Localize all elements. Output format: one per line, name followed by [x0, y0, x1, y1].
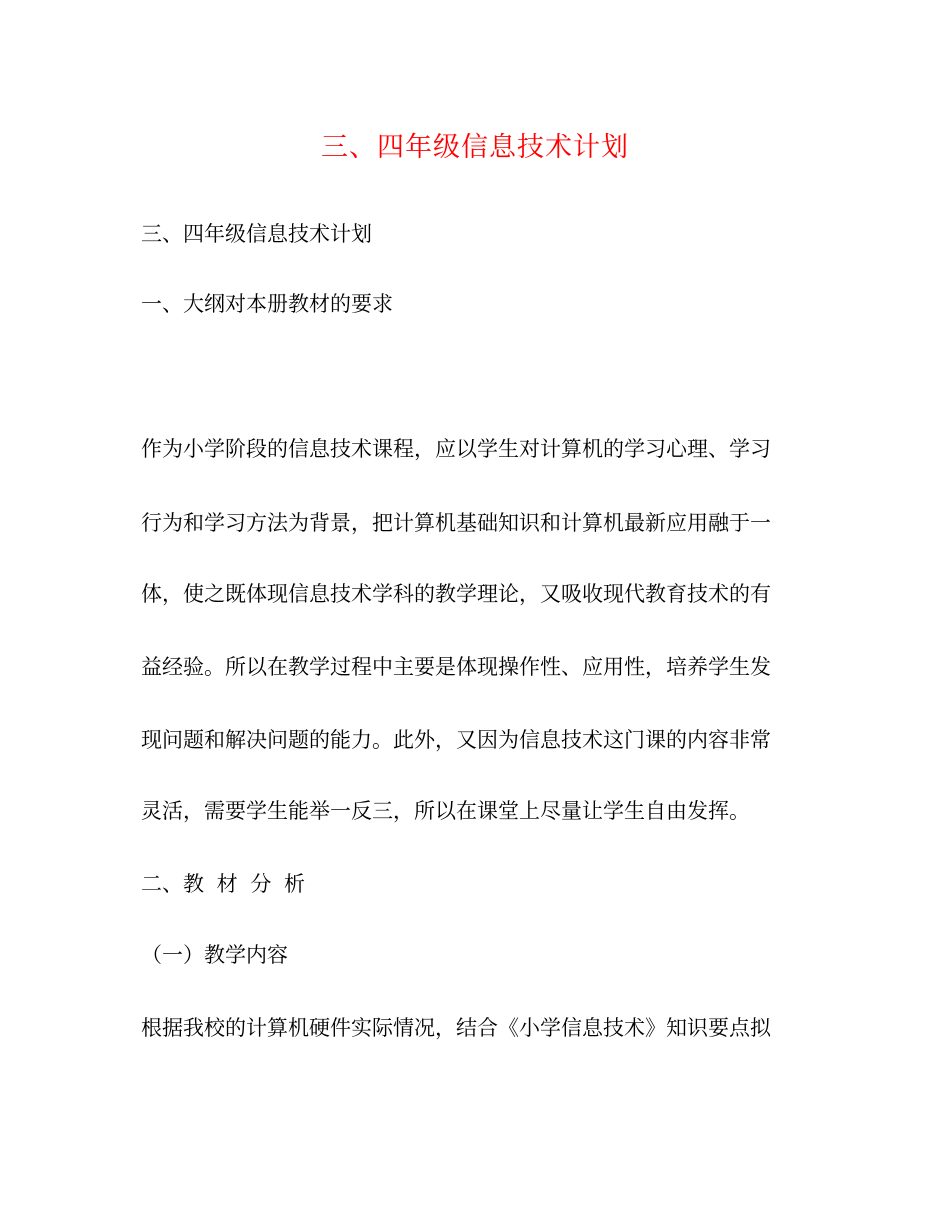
paragraph-1-line: 现问题和解决问题的能力。此外，又因为信息技术这门课的内容非常: [141, 728, 771, 752]
heading-repeat: 三、四年级信息技术计划: [141, 222, 372, 246]
paragraph-1-line: 益经验。所以在教学过程中主要是体现操作性、应用性，培养学生发: [141, 655, 771, 679]
paragraph-1-line: 作为小学阶段的信息技术课程，应以学生对计算机的学习心理、学习: [141, 437, 771, 461]
document-title: 三、四年级信息技术计划: [321, 132, 629, 163]
section2-heading: 二、教 材 分 析: [141, 872, 306, 896]
subsection1-heading: （一）教学内容: [141, 943, 288, 967]
paragraph-1-line: 体，使之既体现信息技术学科的教学理论，又吸收现代教育技术的有: [141, 582, 771, 606]
paragraph-2-line: 根据我校的计算机硬件实际情况，结合《小学信息技术》知识要点拟: [141, 1016, 771, 1040]
paragraph-1-line: 行为和学习方法为背景，把计算机基础知识和计算机最新应用融于一: [141, 511, 771, 535]
section1-heading: 一、大纲对本册教材的要求: [141, 292, 393, 316]
paragraph-1-line: 灵活，需要学生能举一反三，所以在课堂上尽量让学生自由发挥。: [141, 799, 750, 823]
